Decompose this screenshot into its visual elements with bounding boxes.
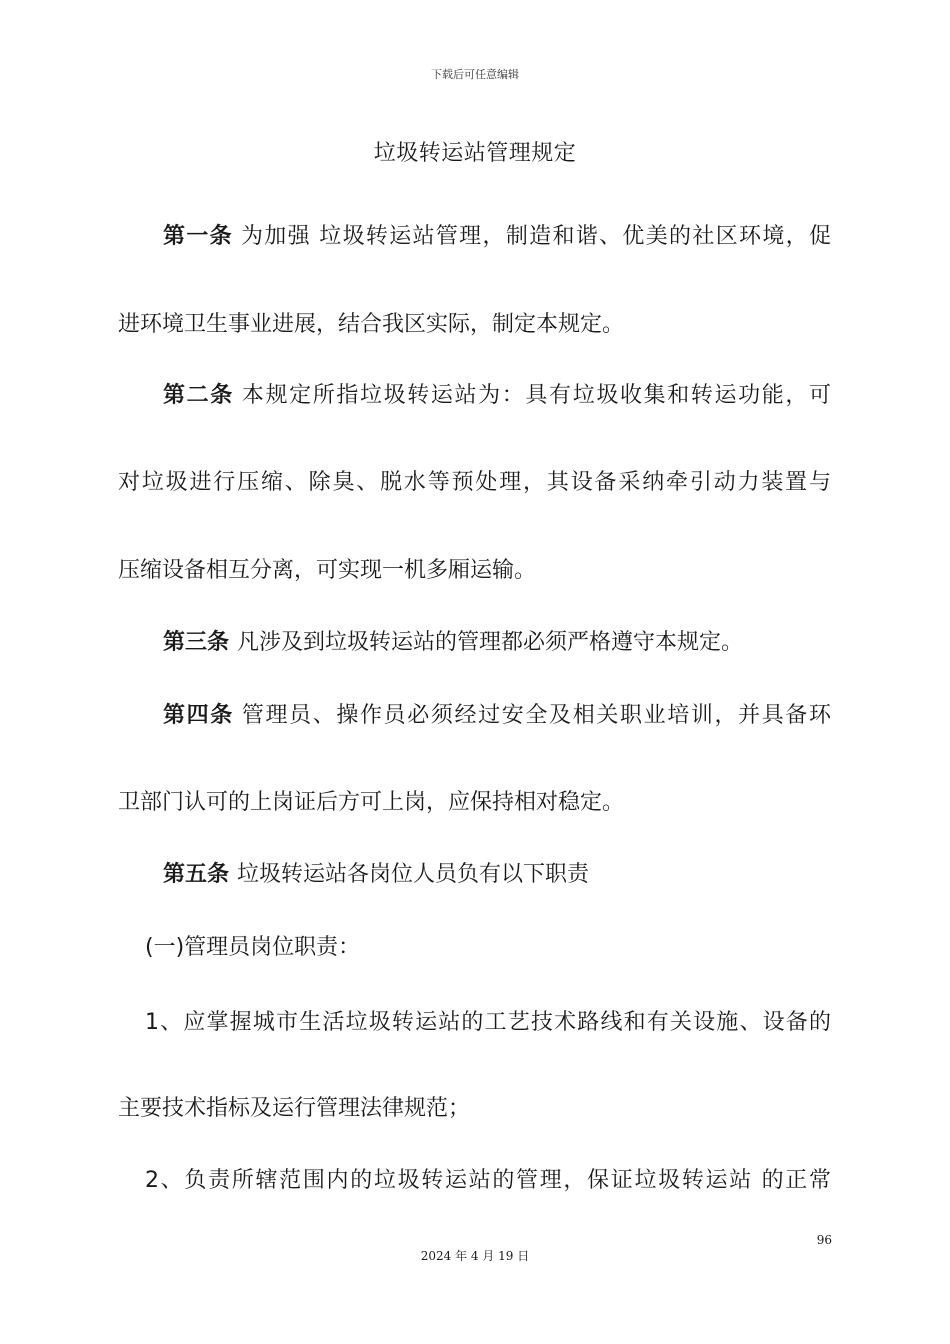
footer-date: 2024 年 4 月 19 日 (420, 1249, 530, 1263)
page-number: 96 (816, 1233, 832, 1247)
article-4-label: 第四条 (163, 703, 234, 728)
article-5-text-1: 垃圾转运站各岗位人员负有以下职责 (237, 862, 590, 887)
article-4-line-1 (163, 701, 831, 731)
article-2-line-3: 压缩设备相互分离，可实现一机多厢运输。 (118, 558, 537, 583)
article-1-label: 第一条 (163, 224, 233, 249)
article-5-line-1 (163, 860, 589, 890)
article-3-line-1 (163, 628, 743, 658)
article-4-line-2: 卫部门认可的上岗证后方可上岗，应保持相对稳定。 (118, 790, 625, 815)
article-5-label: 第五条 (163, 862, 230, 887)
subsection-1-heading: (一)管理员岗位职责： (145, 935, 361, 960)
item-1-line-2: 主要技术指标及运行管理法律规范； (118, 1096, 471, 1121)
article-2-line-1 (163, 381, 831, 411)
article-2-label: 第二条 (163, 383, 234, 408)
article-1-text-1: 为加强 垃圾转运站管理，制造和谐、优美的社区环境，促 (240, 224, 831, 249)
article-4-text-1: 管理员、操作员必须经过安全及相关职业培训，并具备环 (241, 703, 831, 728)
article-1-line-1 (163, 222, 831, 252)
item-2-line-1: 2、负责所辖范围内的垃圾转运站的管理，保证垃圾转运站 的正常 (145, 1168, 831, 1193)
article-1-line-2: 进环境卫生事业进展，结合我区实际，制定本规定。 (118, 312, 625, 337)
header-note: 下载后可任意编辑 (431, 68, 519, 81)
document-title: 垃圾转运站管理规定 (373, 141, 577, 166)
article-2-text-1: 本规定所指垃圾转运站为：具有垃圾收集和转运功能，可 (241, 383, 831, 408)
article-2-line-2: 对垃圾进行压缩、除臭、脱水等预处理，其设备采纳牵引动力装置与 (118, 470, 831, 495)
article-3-label: 第三条 (163, 630, 230, 655)
article-3-text-1: 凡涉及到垃圾转运站的管理都必须严格遵守本规定。 (237, 630, 744, 655)
item-1-line-1: 1、应掌握城市生活垃圾转运站的工艺技术路线和有关设施、设备的 (145, 1010, 831, 1035)
